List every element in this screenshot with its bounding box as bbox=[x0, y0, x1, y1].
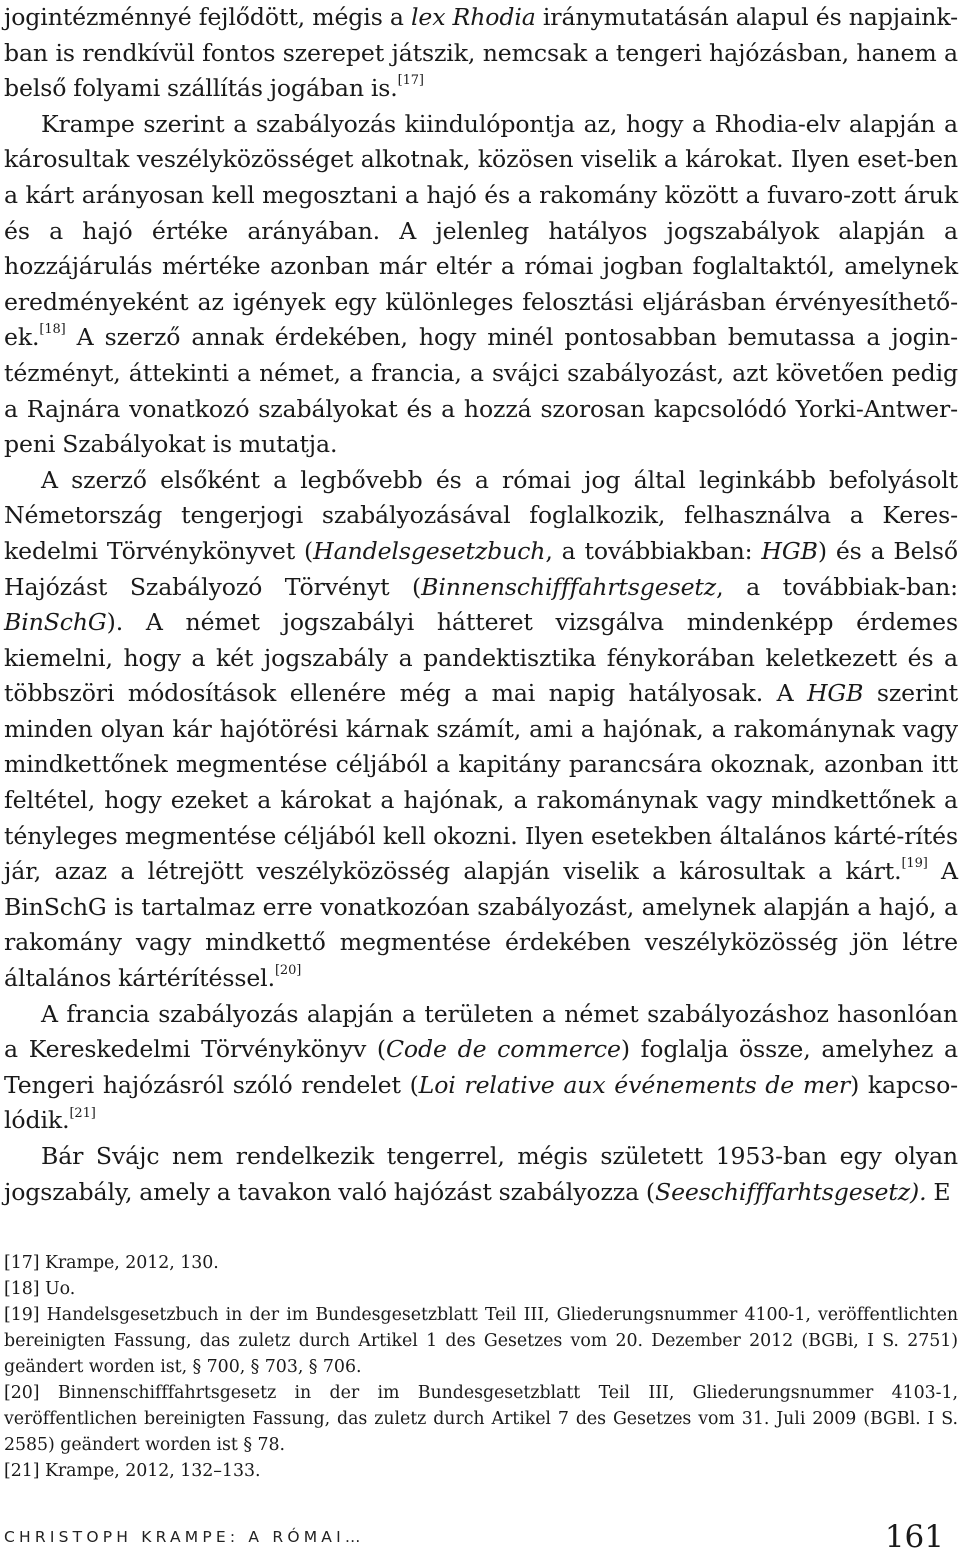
footnote-ref-21[interactable]: [21] bbox=[69, 1105, 96, 1121]
footnote-ref-20[interactable]: [20] bbox=[274, 963, 302, 979]
body-text bbox=[4, 0, 958, 1210]
footnote-18: [18] Uo. bbox=[4, 1279, 76, 1299]
page-footer bbox=[4, 1512, 944, 1555]
text-run: ). A német jogszabályi hátteret vizsgálva mindenképp érdemes kiemelni, hogy a két jogszabály a pandektisztika fénykorában keletkezett és a többszöri módosítások ellenére még a mai napig hatályosak. A bbox=[4, 608, 958, 708]
footnote-ref-17[interactable]: [17] bbox=[397, 73, 424, 89]
paragraph-4 bbox=[4, 997, 958, 1139]
footnote-19: [19] Handelsgesetzbuch in der im Bundesgesetzblatt Teil III, Gliederungsnummer 4100-1, veröffentlichten bereinigten Fassung, das zuletz durch Artikel 1 des Gesetzes vom 20. Dezember 2012 (BGBi, I S. 2751) geändert worden ist, § 700, § 703, § 706. bbox=[4, 1305, 958, 1377]
text-run: , a továbbiak-ban: bbox=[716, 572, 958, 601]
text-run: iránymutatásán alapul és napjaink-ban is rendkívül fontos szerepet játszik, nemcsak a tengeri hajózásban, hanem a belső folyami szállítás jogában is. bbox=[4, 3, 958, 103]
footnotes bbox=[4, 1250, 958, 1484]
italic-term: HGB bbox=[761, 536, 818, 565]
page-number: 161 bbox=[884, 1519, 944, 1555]
text-run: A szerző annak érdekében, hogy minél pontosabban bemutassa a jogin-tézményt, áttekinti a német, a francia, a svájci szabályozást, azt követően pedig a Rajnára vonatkozó szabályokat és a hozzá szorosan kapcsolódó Yorki-Antwer-peni Szabályokat is mutatja. bbox=[4, 323, 958, 459]
italic-term: lex Rhodia bbox=[410, 3, 536, 31]
text-run: ) és a Belső Hajózást Szabályozó Törvényt ( bbox=[4, 536, 958, 601]
text-run: A BinSchG is tartalmaz erre vonatkozóan szabályozást, amelynek alapján a hajó, a rakomány vagy mindkettő megmentése érdekében veszélyközösség jön létre általános kártérítéssel. bbox=[4, 857, 958, 993]
italic-term: Seeschifffarhtsgesetz). bbox=[655, 1177, 927, 1206]
paragraph-1 bbox=[4, 0, 958, 107]
italic-term: Loi relative aux événements de mer bbox=[418, 1070, 851, 1099]
footnote-21: [21] Krampe, 2012, 132–133. bbox=[4, 1461, 261, 1481]
paragraph-3 bbox=[4, 463, 958, 997]
text-run: E bbox=[926, 1177, 951, 1206]
italic-term: Code de commerce bbox=[386, 1035, 621, 1064]
text-run: Krampe szerint a szabályozás kiindulópontja az, hogy a Rhodia-elv alapján a károsultak veszélyközösséget alkotnak, közösen viselik a károkat. Ilyen eset-ben a kárt arányosan kell megosztani a hajó és a rakomány között a fuvaro-zott áruk és a hajó értéke arányában. A jelenleg hatályos jogszabályok alapján a hozzájárulás mértéke azonban már eltér a római jogban foglaltaktól, amelynek eredményeként az igények egy különleges felosztási eljárásban érvényesíthető-ek. bbox=[4, 109, 958, 352]
italic-term: Handelsgesetzbuch bbox=[313, 536, 546, 565]
text-run: A francia szabályozás alapján a területen a német szabályozáshoz hasonlóan a Kereskedelmi Törvénykönyv ( bbox=[4, 999, 958, 1064]
text-run: jogintézménnyé fejlődött, mégis a bbox=[4, 3, 411, 31]
text-run: szerint minden olyan kár hajótörési kárnak számít, ami a hajónak, a rakománynak vagy mindkettőnek megmentése céljából a kapitány parancsára okoznak, azonban itt feltétel, hogy ezeket a károkat a hajónak, a rakománynak vagy mindkettőnek a tényleges megmentése céljából kell okozni. Ilyen esetekben általános kárté-rítés jár, azaz a létrejött veszélyközösség alapján viselik a károsultak a kárt. bbox=[4, 679, 959, 886]
italic-term: Binnenschifffahrtsgesetz bbox=[421, 572, 717, 601]
italic-term: HGB bbox=[806, 679, 864, 708]
footnote-ref-19[interactable]: [19] bbox=[901, 856, 928, 872]
running-head: CHRISTOPH KRAMPE: A RÓMAI… bbox=[4, 1528, 365, 1546]
text-run: ) foglalja össze, amelyhez a Tengeri hajózásról szóló rendelet ( bbox=[4, 1035, 958, 1099]
paragraph-5 bbox=[4, 1139, 958, 1210]
text-run: ) kapcso-lódik. bbox=[4, 1070, 959, 1135]
footnote-ref-18[interactable]: [18] bbox=[39, 322, 66, 338]
italic-term: BinSchG bbox=[4, 608, 107, 637]
text-run: Bár Svájc nem rendelkezik tengerrel, mégis született 1953-ban egy olyan jogszabály, amely a tavakon való hajózást szabályozza ( bbox=[4, 1142, 958, 1206]
footnote-20: [20] Binnenschifffahrtsgesetz in der im Bundesgesetzblatt Teil III, Gliederungsnummer 4103-1, veröffentlichen bereinigten Fassung, das zuletz durch Artikel 7 des Gesetzes vom 31. Juli 2009 (BGBl. I S. 2585) geändert worden ist § 78. bbox=[4, 1383, 958, 1455]
footnote-17: [17] Krampe, 2012, 130. bbox=[4, 1253, 219, 1273]
text-run: , a továbbiakban: bbox=[545, 536, 762, 565]
paragraph-2 bbox=[4, 107, 958, 463]
text-run: A szerző elsőként a legbővebb és a római jog által leginkább befolyásolt Németország tengerjogi szabályozásával foglalkozik, felhasználva a Keres-kedelmi Törvénykönyvet ( bbox=[4, 465, 958, 565]
